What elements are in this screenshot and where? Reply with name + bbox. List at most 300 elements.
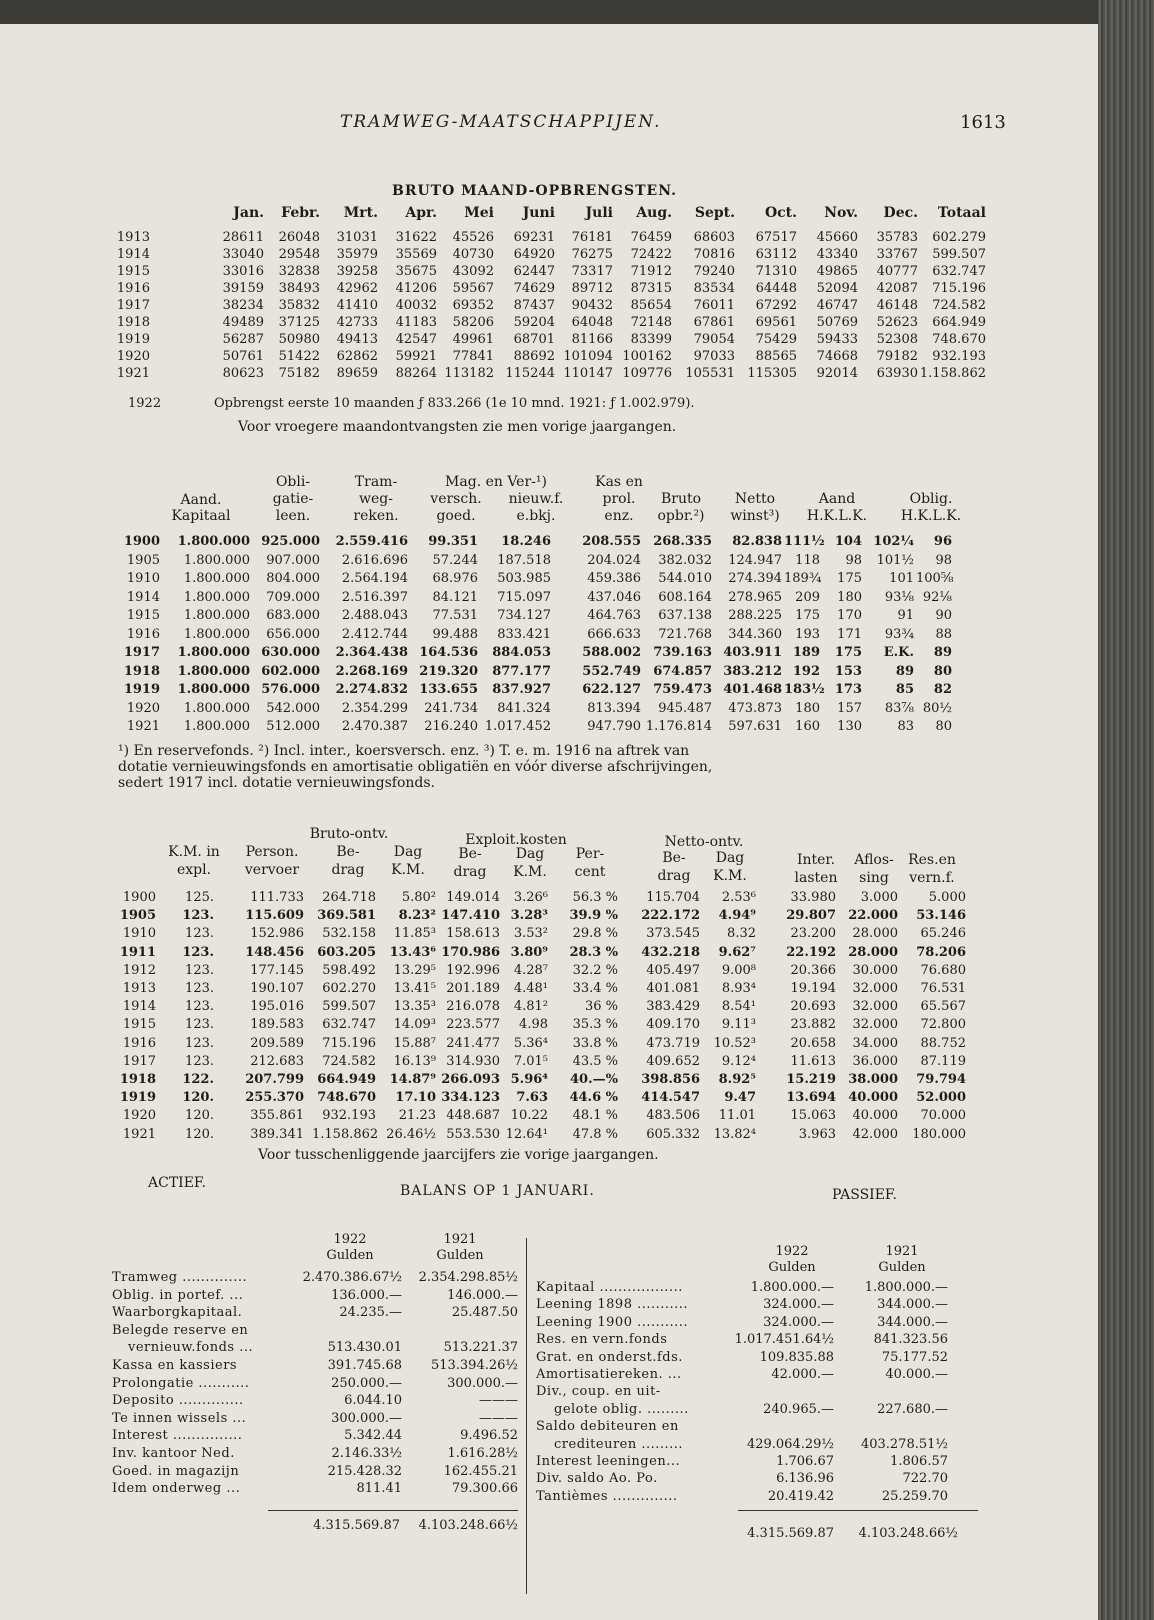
balance-left-1921: 146.000.— bbox=[447, 1287, 518, 1303]
t1-cell: 58206 bbox=[452, 315, 494, 330]
t2-cell: 1.800.000 bbox=[183, 626, 250, 642]
balance-left-1921: 2.354.298.85½ bbox=[418, 1270, 518, 1285]
t1-header-cell: Juli bbox=[585, 205, 613, 221]
balance-right-label: Interest leeningen... bbox=[536, 1454, 681, 1469]
t3-cell: 241.477 bbox=[446, 1035, 500, 1051]
t1-cell: 29548 bbox=[278, 247, 320, 262]
t1-cell: 75429 bbox=[755, 332, 797, 347]
t3-cell: 65.567 bbox=[920, 999, 966, 1015]
t2-row-year: 1916 bbox=[126, 626, 160, 642]
t2-cell: 804.000 bbox=[266, 571, 320, 586]
t2-cell: 1.800.000 bbox=[177, 663, 250, 679]
t3-cell: 125. bbox=[185, 890, 214, 905]
t3-cell: 36 % bbox=[584, 999, 618, 1015]
t3-cell: 7.01⁵ bbox=[513, 1053, 548, 1069]
balance-right-1921: 722.70 bbox=[902, 1471, 948, 1487]
t3-cell: 79.794 bbox=[916, 1072, 966, 1087]
t2-h-netto: Netto bbox=[734, 491, 776, 507]
t1-cell: 28611 bbox=[222, 230, 264, 245]
t1-cell: 75182 bbox=[278, 366, 320, 381]
t1-cell: 90432 bbox=[571, 298, 613, 313]
t1-cell: 26048 bbox=[278, 230, 320, 245]
t3-cell: 10.22 bbox=[510, 1108, 548, 1124]
bal-left-year-1922: 1922 bbox=[333, 1232, 367, 1247]
t2-cell: 344.360 bbox=[728, 626, 782, 642]
t1-cell: 83534 bbox=[693, 281, 735, 296]
t2-cell: 84.121 bbox=[432, 589, 478, 605]
t3-cell: 605.332 bbox=[646, 1126, 700, 1142]
t1-cell: 42087 bbox=[876, 281, 918, 296]
t1-cell: 40032 bbox=[395, 298, 437, 313]
t3-cell: 13.35³ bbox=[393, 999, 436, 1015]
t3-cell: 602.270 bbox=[322, 981, 376, 996]
t3-cell: 4.48¹ bbox=[513, 981, 548, 996]
bal-right-gulden: Gulden bbox=[878, 1260, 926, 1275]
t2-cell: 133.655 bbox=[419, 682, 478, 697]
t3-cell: 52.000 bbox=[916, 1090, 966, 1106]
t2-cell: 401.468 bbox=[723, 682, 782, 697]
t3-cell: 33.980 bbox=[790, 890, 836, 905]
t1-cell: 88264 bbox=[395, 366, 437, 381]
t2-cell: 382.032 bbox=[658, 552, 712, 568]
t2-cell: 630.000 bbox=[261, 645, 320, 660]
t2-cell: 68.976 bbox=[432, 571, 478, 586]
t1-cell: 41206 bbox=[395, 281, 437, 296]
t1-cell: 76181 bbox=[571, 230, 613, 245]
balance-left-1922: 250.000.— bbox=[331, 1375, 402, 1391]
t2-cell: 1.017.452 bbox=[484, 719, 551, 734]
t3-cell: 664.949 bbox=[317, 1072, 376, 1087]
t1-cell: 105531 bbox=[685, 366, 735, 381]
t3-cell: 29.8 % bbox=[572, 926, 618, 942]
t2-h-kas: prol. bbox=[602, 491, 636, 507]
t3-cell: 532.158 bbox=[322, 926, 376, 942]
balance-right-label: Saldo debiteuren en bbox=[536, 1419, 679, 1435]
balance-left-1921: ——— bbox=[479, 1410, 518, 1426]
t3-cell: 223.577 bbox=[446, 1017, 500, 1033]
t2-cell: 2.488.043 bbox=[341, 608, 408, 623]
t2-h-bruto: Bruto bbox=[660, 491, 702, 507]
t2-cell: 96 bbox=[933, 534, 952, 549]
t2-cell: 208.555 bbox=[582, 534, 641, 549]
t2-cell: 82 bbox=[933, 682, 952, 697]
t2-h-magver: Mag. en Ver-¹) bbox=[445, 474, 547, 490]
t3-cell: 483.506 bbox=[646, 1108, 700, 1124]
t2-cell: 813.394 bbox=[587, 700, 641, 716]
t3-h-dag: K.M. bbox=[713, 868, 747, 884]
t3-cell: 149.014 bbox=[446, 890, 500, 905]
t2-cell: 2.470.387 bbox=[341, 719, 408, 734]
t2-cell: 588.002 bbox=[582, 645, 641, 660]
t3-h-bedrag: Be- bbox=[336, 844, 360, 860]
t1-cell: 62862 bbox=[336, 349, 378, 364]
t3-h-group-netto: Netto-ontv. bbox=[664, 834, 744, 850]
t2-cell: 104 bbox=[834, 534, 862, 549]
t2-cell: 437.046 bbox=[587, 589, 641, 605]
t2-cell: 130 bbox=[837, 719, 862, 734]
t2-cell: 403.911 bbox=[723, 645, 782, 660]
t2-cell: 170 bbox=[837, 608, 862, 623]
page-number: 1613 bbox=[960, 112, 1006, 133]
t2-cell: 100⅝ bbox=[916, 571, 954, 586]
t3-cell: 553.530 bbox=[446, 1126, 500, 1142]
balance-right-1921: 344.000.— bbox=[877, 1314, 948, 1330]
balance-right-1922: 324.000.— bbox=[763, 1314, 834, 1330]
t3-cell: 314.930 bbox=[446, 1053, 500, 1069]
t1-cell: 79240 bbox=[693, 264, 735, 279]
balance-left-label: Tramweg .............. bbox=[112, 1270, 248, 1285]
t3-cell: 19.194 bbox=[790, 981, 836, 996]
t1-cell: 70816 bbox=[693, 247, 735, 262]
balance-right-label: crediteuren ......... bbox=[554, 1436, 684, 1452]
t2-cell: 739.163 bbox=[653, 645, 712, 660]
t1-header-cell: Oct. bbox=[764, 205, 797, 221]
t2-cell: 274.394 bbox=[728, 571, 782, 586]
t2-cell: 945.487 bbox=[658, 700, 712, 716]
balance-left-label: Goed. in magazijn bbox=[112, 1463, 240, 1479]
t1-cell: 67517 bbox=[755, 230, 797, 245]
t3-cell: 26.46½ bbox=[386, 1126, 436, 1142]
balance-left-1922: 513.430.01 bbox=[327, 1340, 402, 1356]
t2-cell: 734.127 bbox=[497, 608, 551, 623]
t1-row-year: 1916 bbox=[116, 281, 150, 296]
t1-cell: 1.158.862 bbox=[919, 366, 986, 381]
t1-cell: 602.279 bbox=[932, 230, 986, 245]
t2-row-year: 1910 bbox=[126, 571, 160, 586]
t1-cell: 46148 bbox=[876, 298, 918, 313]
t2-cell: 171 bbox=[837, 626, 862, 642]
t2-cell: E.K. bbox=[883, 645, 914, 660]
t3-cell: 22.000 bbox=[848, 908, 898, 924]
t3-cell: 5.36⁴ bbox=[513, 1035, 548, 1051]
scan-top-edge bbox=[0, 0, 1154, 24]
t3-cell: 29.807 bbox=[786, 908, 836, 924]
t1-cell: 89712 bbox=[571, 281, 613, 296]
balance-actief-label: ACTIEF. bbox=[148, 1175, 206, 1191]
t1-cell: 64448 bbox=[755, 281, 797, 296]
t2-h-kapitaal: Aand. bbox=[180, 492, 222, 508]
t3-cell: 14.87⁹ bbox=[389, 1072, 436, 1087]
t1-cell: 41183 bbox=[395, 315, 437, 330]
t3-cell: 120. bbox=[185, 1126, 214, 1142]
t3-cell: 598.492 bbox=[322, 962, 376, 978]
t3-cell: 599.507 bbox=[322, 999, 376, 1015]
t3-cell: 65.246 bbox=[920, 926, 966, 942]
t2-cell: 89 bbox=[895, 663, 914, 679]
t2-cell: 602.000 bbox=[261, 663, 320, 679]
t3-cell: 33.4 % bbox=[572, 981, 618, 996]
t3-cell: 13.43⁶ bbox=[389, 944, 436, 960]
t3-cell: 87.119 bbox=[920, 1053, 966, 1069]
t1-cell: 87437 bbox=[513, 298, 555, 313]
t2-cell: 544.010 bbox=[658, 571, 712, 586]
t2-h-oblig: leen. bbox=[275, 508, 311, 524]
t3-row-year: 1912 bbox=[122, 962, 156, 978]
t2-row-year: 1918 bbox=[123, 663, 160, 679]
t3-cell: 369.581 bbox=[317, 908, 376, 924]
t3-cell: 47.8 % bbox=[572, 1126, 618, 1142]
t3-cell: 158.613 bbox=[446, 926, 500, 942]
t2-cell: 175 bbox=[795, 608, 820, 623]
t3-h-dag: K.M. bbox=[391, 862, 425, 878]
t2-cell: 837.927 bbox=[492, 682, 551, 697]
t3-cell: 12.64¹ bbox=[505, 1126, 548, 1142]
t2-cell: 1.176.814 bbox=[645, 719, 712, 734]
t3-cell: 3.28³ bbox=[510, 908, 548, 924]
t2-cell: 473.873 bbox=[728, 700, 782, 716]
t3-cell: 56.3 % bbox=[572, 890, 618, 905]
t2-cell: 2.516.397 bbox=[341, 589, 408, 605]
t2-h-nieuw: nieuw.f. bbox=[508, 491, 564, 507]
t3-cell: 33.8 % bbox=[572, 1035, 618, 1051]
t1-cell: 77841 bbox=[452, 349, 494, 364]
t2-cell: 666.633 bbox=[587, 626, 641, 642]
t2-cell: 1.800.000 bbox=[183, 608, 250, 623]
t1-cell: 81166 bbox=[571, 332, 613, 347]
t1-cell: 33040 bbox=[222, 247, 264, 262]
t2-h-kapitaal: Kapitaal bbox=[171, 508, 231, 524]
t3-cell: 76.680 bbox=[920, 962, 966, 978]
t3-cell: 30.000 bbox=[852, 962, 898, 978]
t3-cell: 28.000 bbox=[848, 944, 898, 960]
t2-footnote-1: ¹) En reservefonds. ²) Incl. inter., koersversch. enz. ³) T. e. m. 1916 na aftrek van bbox=[118, 743, 690, 759]
t3-cell: 192.996 bbox=[446, 962, 500, 978]
t1-cell: 46747 bbox=[816, 298, 858, 313]
t3-cell: 152.986 bbox=[250, 926, 304, 942]
balance-right-1921: 227.680.— bbox=[877, 1401, 948, 1417]
balance-right-label: Grat. en onderst.fds. bbox=[536, 1349, 683, 1365]
t3-h-aflos: Aflos- bbox=[854, 852, 894, 868]
t2-h-oblig: Obli- bbox=[275, 474, 311, 490]
t3-cell: 414.547 bbox=[641, 1090, 700, 1106]
t2-cell: 759.473 bbox=[653, 682, 712, 697]
t2-h-bruto: opbr.²) bbox=[657, 508, 705, 524]
t1-cell: 72422 bbox=[630, 247, 672, 262]
t3-cell: 22.192 bbox=[786, 944, 836, 960]
t1-cell: 100162 bbox=[622, 349, 672, 364]
t3-cell: 15.88⁷ bbox=[393, 1035, 436, 1051]
t3-h-bedrag: drag bbox=[453, 864, 487, 880]
t1-cell: 932.193 bbox=[932, 349, 986, 364]
t3-h-group-exploit: Exploit.kosten bbox=[465, 832, 567, 848]
t1-cell: 35832 bbox=[278, 298, 320, 313]
t2-cell: 91 bbox=[897, 608, 914, 623]
t3-cell: 38.000 bbox=[848, 1072, 898, 1087]
t3-cell: 53.146 bbox=[916, 908, 966, 924]
balance-right-label: Div. saldo Ao. Po. bbox=[536, 1471, 658, 1487]
t2-cell: 833.421 bbox=[497, 626, 551, 642]
t3-cell: 10.52³ bbox=[713, 1035, 756, 1051]
t1-cell: 89659 bbox=[336, 366, 378, 381]
t2-cell: 2.364.438 bbox=[335, 645, 408, 660]
t3-cell: 88.752 bbox=[920, 1035, 966, 1051]
balance-left-label: Belegde reserve en bbox=[112, 1322, 249, 1338]
balance-left-label: Interest ............... bbox=[112, 1428, 243, 1444]
t2-row-year: 1900 bbox=[123, 534, 160, 549]
t3-row-year: 1921 bbox=[122, 1126, 156, 1142]
t3-cell: 401.081 bbox=[646, 981, 700, 996]
balance-left-label: Waarborgkapitaal. bbox=[112, 1305, 243, 1321]
t3-cell: 147.410 bbox=[441, 908, 500, 924]
t3-h-group-bruto: Bruto-ontv. bbox=[309, 826, 389, 842]
t2-h-aand: Aand bbox=[818, 491, 856, 507]
t3-cell: 3.26⁶ bbox=[513, 890, 548, 905]
t1-cell: 80623 bbox=[222, 366, 264, 381]
t2-cell: 241.734 bbox=[424, 700, 478, 716]
t1-cell: 64048 bbox=[571, 315, 613, 330]
t1-cell: 49489 bbox=[222, 315, 264, 330]
t1-cell: 40777 bbox=[876, 264, 918, 279]
t1-cell: 35675 bbox=[395, 264, 437, 279]
balance-left-1922: 24.235.— bbox=[339, 1305, 402, 1321]
t2-cell: 175 bbox=[834, 645, 862, 660]
t2-cell: 175 bbox=[837, 571, 862, 586]
balance-left-1921: 1.616.28½ bbox=[447, 1446, 518, 1461]
t3-h-inter: Inter. bbox=[796, 852, 836, 868]
t2-cell: 877.177 bbox=[492, 663, 551, 679]
t3-cell: 123. bbox=[185, 999, 214, 1015]
balance-left-1921: 79.300.66 bbox=[451, 1481, 518, 1497]
t1-cell: 59921 bbox=[395, 349, 437, 364]
t2-cell: 180 bbox=[837, 589, 862, 605]
t3-h-dag: Dag bbox=[515, 846, 545, 862]
t2-row-year: 1905 bbox=[126, 552, 160, 568]
t3-cell: 9.12⁴ bbox=[721, 1053, 756, 1069]
t3-row-year: 1917 bbox=[122, 1053, 156, 1069]
balance-right-label: Kapitaal .................. bbox=[536, 1280, 683, 1295]
t3-note: Voor tusschenliggende jaarcijfers zie vorige jaargangen. bbox=[258, 1147, 659, 1163]
t3-cell: 201.189 bbox=[446, 981, 500, 996]
t3-cell: 170.986 bbox=[441, 944, 500, 960]
t3-cell: 111.733 bbox=[250, 890, 304, 905]
t3-cell: 36.000 bbox=[852, 1053, 898, 1069]
t3-cell: 13.82⁴ bbox=[713, 1126, 756, 1142]
t1-cell: 74629 bbox=[513, 281, 555, 296]
balance-right-label: Res. en vern.fonds bbox=[536, 1332, 668, 1348]
t2-cell: 80 bbox=[935, 719, 952, 734]
t1-cell: 67292 bbox=[755, 298, 797, 313]
t3-cell: 180.000 bbox=[912, 1126, 966, 1142]
balance-right-1922: 109.835.88 bbox=[759, 1349, 834, 1365]
balance-left-1922: 5.342.44 bbox=[344, 1428, 402, 1444]
t2-cell: 101 bbox=[889, 571, 914, 586]
t2-cell: 93⅛ bbox=[884, 589, 914, 605]
t1-cell: 50980 bbox=[278, 332, 320, 347]
t1-cell: 76011 bbox=[693, 298, 735, 313]
t2-h-nieuw: e.bkj. bbox=[516, 508, 556, 524]
t2-cell: 216.240 bbox=[424, 719, 478, 734]
t2-cell: 57.244 bbox=[432, 552, 478, 568]
t1-cell: 43092 bbox=[452, 264, 494, 279]
t2-cell: 1.800.000 bbox=[177, 534, 250, 549]
t3-cell: 5.96⁴ bbox=[510, 1072, 548, 1087]
t3-cell: 5.000 bbox=[928, 890, 966, 905]
t2-h-mag: versch. bbox=[430, 491, 482, 507]
t1-cell: 42547 bbox=[395, 332, 437, 347]
t1-cell: 63112 bbox=[755, 247, 797, 262]
t2-cell: 2.354.299 bbox=[341, 700, 408, 716]
balance-right-label: Leening 1900 ........... bbox=[536, 1314, 689, 1330]
t3-cell: 120. bbox=[182, 1090, 214, 1106]
t2-cell: 98 bbox=[845, 552, 862, 568]
bal-left-gulden: Gulden bbox=[436, 1248, 484, 1263]
t1-cell: 599.507 bbox=[932, 247, 986, 262]
t3-cell: 35.3 % bbox=[572, 1017, 618, 1033]
t1-cell: 38234 bbox=[222, 298, 264, 313]
t1-cell: 42733 bbox=[336, 315, 378, 330]
t1-cell: 632.747 bbox=[932, 264, 986, 279]
t1-cell: 39159 bbox=[222, 281, 264, 296]
t3-cell: 44.6 % bbox=[569, 1090, 618, 1106]
bal-left-year-1921: 1921 bbox=[443, 1232, 477, 1247]
t1-row-year: 1921 bbox=[116, 366, 150, 381]
t3-cell: 28.000 bbox=[852, 926, 898, 942]
t1-header-cell: Dec. bbox=[883, 205, 918, 221]
balance-left-label: Kassa en kassiers bbox=[112, 1358, 238, 1373]
t3-cell: 383.429 bbox=[646, 999, 700, 1015]
balance-right-total-1922: 4.315.569.87 bbox=[747, 1526, 834, 1541]
t2-cell: 459.386 bbox=[587, 571, 641, 586]
t2-cell: 189 bbox=[792, 645, 820, 660]
t3-cell: 212.683 bbox=[250, 1053, 304, 1069]
t2-cell: 709.000 bbox=[266, 589, 320, 605]
t2-h-obl2: H.K.L.K. bbox=[900, 508, 962, 524]
t2-cell: 512.000 bbox=[266, 719, 320, 734]
t1-cell: 88692 bbox=[513, 349, 555, 364]
t1-cell: 31622 bbox=[395, 230, 437, 245]
t3-h-bedrag: drag bbox=[331, 862, 365, 878]
balance-left-1921: 9.496.52 bbox=[460, 1428, 518, 1444]
t2-cell: 80 bbox=[933, 663, 952, 679]
t2-footnote-2: dotatie vernieuwingsfonds en amortisatie obligatiën en vóór diverse afschrijvingen, bbox=[118, 759, 713, 775]
balance-right-1921: 1.806.57 bbox=[890, 1454, 948, 1469]
t2-cell: 542.000 bbox=[266, 700, 320, 716]
t3-row-year: 1920 bbox=[122, 1108, 156, 1124]
t3-row-year: 1913 bbox=[122, 981, 156, 996]
t3-cell: 14.09³ bbox=[393, 1017, 436, 1033]
t3-cell: 724.582 bbox=[322, 1053, 376, 1069]
t3-cell: 7.63 bbox=[516, 1090, 548, 1106]
t2-row-year: 1919 bbox=[123, 682, 160, 697]
t2-cell: 99.351 bbox=[428, 534, 478, 549]
t3-cell: 9.11³ bbox=[721, 1017, 756, 1033]
bal-right-year-1922: 1922 bbox=[775, 1244, 809, 1259]
t3-cell: 8.32 bbox=[727, 926, 756, 942]
t2-cell: 2.268.169 bbox=[335, 663, 408, 679]
t1-cell: 101094 bbox=[563, 349, 613, 364]
t3-cell: 3.53² bbox=[513, 926, 548, 942]
t1-header-cell: Aug. bbox=[636, 205, 672, 221]
t3-cell: 16.13⁹ bbox=[393, 1053, 436, 1069]
t2-cell: 192 bbox=[792, 663, 820, 679]
t1-cell: 69561 bbox=[755, 315, 797, 330]
balance-right-1922: 429.064.29½ bbox=[746, 1436, 834, 1452]
balance-left-label: Inv. kantoor Ned. bbox=[112, 1446, 235, 1461]
balance-left-label: Idem onderweg ... bbox=[112, 1481, 241, 1497]
t3-cell: 8.92⁵ bbox=[718, 1072, 756, 1087]
t1-cell: 43340 bbox=[816, 247, 858, 262]
t1-cell: 56287 bbox=[222, 332, 264, 347]
t3-row-year: 1916 bbox=[122, 1035, 156, 1051]
t3-cell: 123. bbox=[185, 962, 214, 978]
t1-cell: 59567 bbox=[452, 281, 494, 296]
t1-row-year: 1919 bbox=[116, 332, 150, 347]
t1-cell: 79182 bbox=[876, 349, 918, 364]
t2-h-tram: Tram- bbox=[354, 474, 398, 490]
t3-cell: 4.28⁷ bbox=[513, 962, 548, 978]
t1-cell: 85654 bbox=[630, 298, 672, 313]
t2-h-netto: winst³) bbox=[730, 508, 780, 524]
